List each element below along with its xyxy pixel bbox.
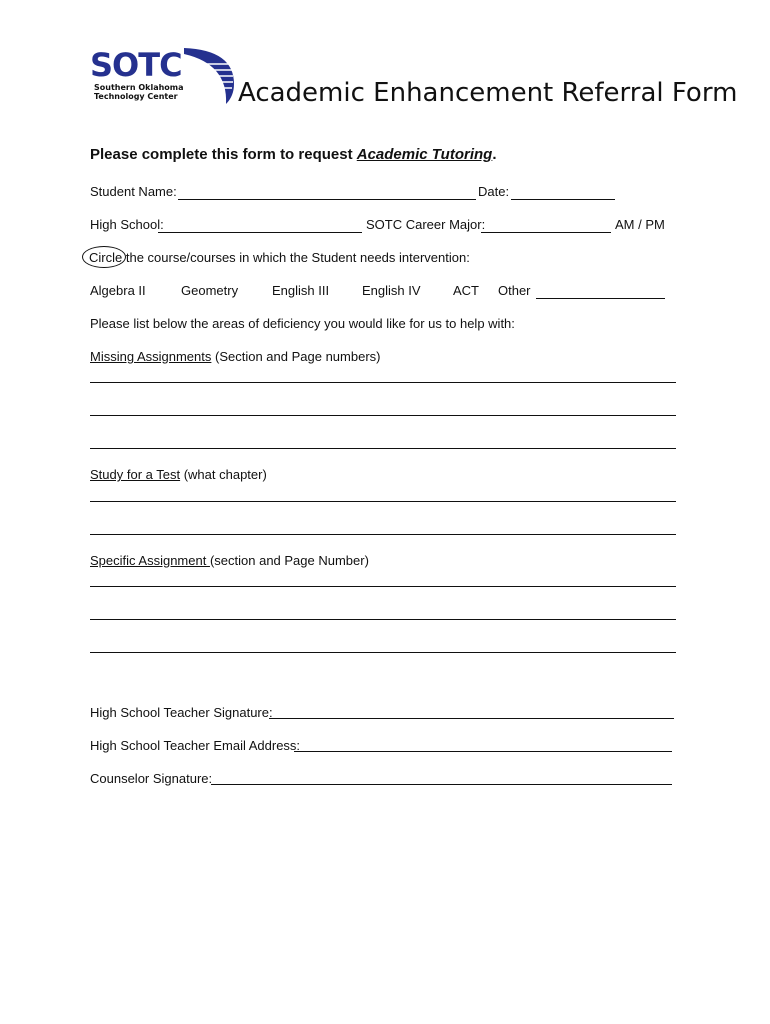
form-title: Academic Enhancement Referral Form: [238, 78, 738, 108]
logo-line-1: Southern Oklahoma: [94, 83, 184, 92]
logo-swoosh-icon: [182, 44, 238, 104]
missing-assignments-label: Missing Assignments: [90, 349, 212, 364]
logo-wordmark: SOTC: [90, 46, 182, 84]
career-major-field[interactable]: [481, 232, 611, 233]
student-name-label: Student Name:: [90, 184, 177, 199]
teacher-email-label: High School Teacher Email Address:: [90, 738, 301, 753]
study-test-label: Study for a Test: [90, 467, 181, 482]
counselor-signature-label: Counselor Signature:: [90, 771, 213, 786]
course-algebra-ii[interactable]: Algebra II: [90, 283, 146, 298]
teacher-signature-field[interactable]: [269, 718, 674, 719]
form-heading: [90, 146, 497, 163]
study-test-note: (what chapter): [180, 467, 267, 482]
specific-assignment-heading: [90, 553, 369, 568]
circle-instruction: [89, 250, 470, 265]
missing-assignments-note: (Section and Page numbers): [211, 349, 381, 364]
counselor-signature-field[interactable]: [211, 784, 672, 785]
logo-line-2: Technology Center: [94, 92, 178, 101]
specific-assignment-label: Specific Assignment: [90, 553, 210, 568]
missing-assignments-line-2[interactable]: [90, 415, 676, 416]
course-english-iii[interactable]: English III: [272, 283, 330, 298]
date-field[interactable]: [511, 199, 615, 200]
specific-assignment-line-1[interactable]: [90, 586, 676, 587]
sotc-logo: [86, 44, 238, 110]
study-test-line-2[interactable]: [90, 534, 676, 535]
missing-assignments-line-1[interactable]: [90, 382, 676, 383]
missing-assignments-line-3[interactable]: [90, 448, 676, 449]
course-english-iv[interactable]: English IV: [362, 283, 421, 298]
specific-assignment-line-3[interactable]: [90, 652, 676, 653]
course-act[interactable]: ACT: [453, 283, 479, 298]
circled-word: Circle: [89, 250, 123, 265]
other-course-field[interactable]: [536, 298, 665, 299]
teacher-signature-label: High School Teacher Signature:: [90, 705, 273, 720]
career-major-label: SOTC Career Major:: [366, 217, 486, 232]
teacher-email-field[interactable]: [294, 751, 672, 752]
study-test-line-1[interactable]: [90, 501, 676, 502]
missing-assignments-heading: [90, 349, 381, 364]
heading-prefix: Please complete this form to request: [90, 146, 357, 163]
study-test-heading: [90, 467, 267, 482]
deficiency-prompt: Please list below the areas of deficiency you would like for us to help with:: [90, 316, 515, 331]
am-pm-option[interactable]: AM / PM: [615, 217, 665, 232]
course-other[interactable]: Other: [498, 283, 531, 298]
date-label: Date:: [478, 184, 510, 199]
course-geometry[interactable]: Geometry: [181, 283, 239, 298]
specific-assignment-note: (section and Page Number): [209, 553, 369, 568]
high-school-label: High School:: [90, 217, 164, 232]
circle-instruction-text: the course/courses in which the Student needs intervention:: [122, 250, 470, 265]
high-school-field[interactable]: [158, 232, 362, 233]
heading-suffix: .: [492, 146, 497, 163]
student-name-field[interactable]: [178, 199, 476, 200]
heading-emphasis: Academic Tutoring: [356, 146, 493, 163]
specific-assignment-line-2[interactable]: [90, 619, 676, 620]
